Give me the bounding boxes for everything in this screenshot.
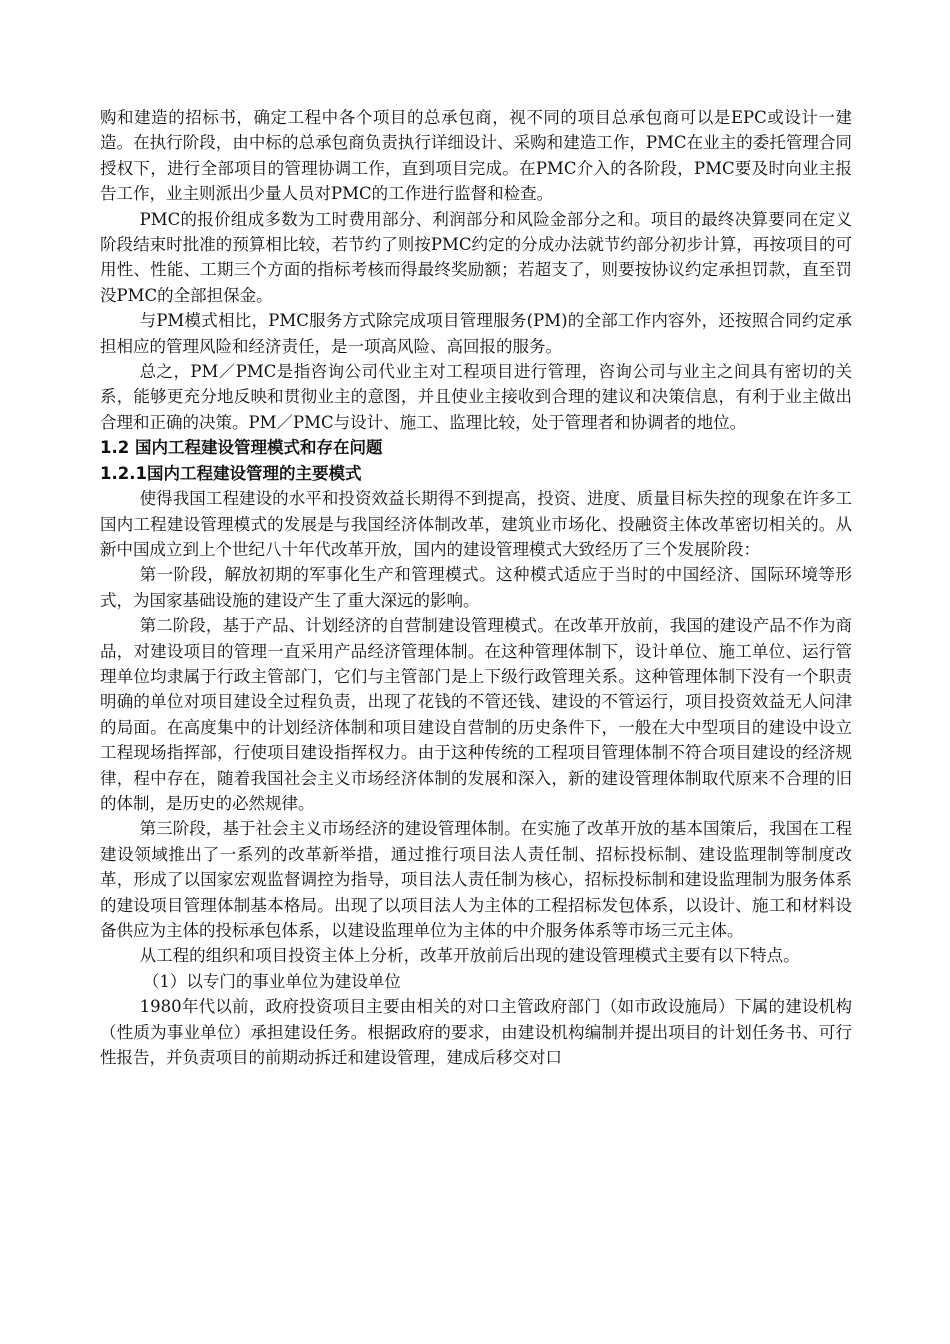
paragraph: 1980年代以前，政府投资项目主要由相关的对口主管政府部门（如市政设施局）下属的建设机构（性质为事业单位）承担建设任务。根据政府的要求，由建设机构编制并提出项目的计划任务书、可行性报告，并负责项目的前期动拆迁和建设管理，建成后移交对口	[100, 997, 852, 1068]
paragraph: 第三阶段，基于社会主义市场经济的建设管理体制。在实施了改革开放的基本国策后，我国在工程建设领域推出了一系列的改革新举措，通过推行项目法人责任制、招标投标制、建设监理制等制度改革，形成了以国家宏观监督调控为指导，项目法人责任制为核心，招标投标制和建设监理制为服务体系的建设项目管理体制基本格局。出现了以项目法人为主体的工程招标发包体系，以设计、施工和材料设备供应为主体的投标承包体系，以建设监理单位为主体的中介服务体系等市场三元主体。	[100, 819, 852, 940]
paragraph: 第二阶段，基于产品、计划经济的自营制建设管理模式。在改革开放前，我国的建设产品不作为商品，对建设项目的管理一直采用产品经济管理体制。在这种管理体制下，设计单位、施工单位、运行管理单位均隶属于行政主管部门，它们与主管部门是上下级行政管理关系。这种管理体制下没有一个职责明确的单位对项目建设全过程负责，出现了花钱的不管还钱、建设的不管运行，项目投资效益无人问津的局面。在高度集中的计划经济体制和项目建设自营制的历史条件下，一般在大中型项目的建设中设立工程现场指挥部，行使项目建设指挥权力。由于这种传统的工程项目管理体制不符合项目建设的经济规律，程中存在，随着我国社会主义市场经济体制的发展和深入，新的建设管理体制取代原来不合理的旧的体制，是历史的必然规律。	[100, 616, 852, 813]
paragraph: PMC的报价组成多数为工时费用部分、利润部分和风险金部分之和。项目的最终决算要同在定义阶段结束时批准的预算相比较，若节约了则按PMC约定的分成办法就节约部分初步计算，再按项目的可用性、性能、工期三个方面的指标考核而得最终奖励额；若超支了，则要按协议约定承担罚款，直至罚没PMC的全部担保金。	[100, 209, 852, 305]
paragraph: 与PM模式相比，PMC服务方式除完成项目管理服务(PM)的全部工作内容外，还按照合同约定承担相应的管理风险和经济责任，是一项高风险、高回报的服务。	[100, 311, 852, 356]
list-item: （1）以专门的事业单位为建设单位	[142, 971, 401, 991]
section-heading: 1.2 国内工程建设管理模式和存在问题	[100, 438, 383, 458]
subsection-heading: 1.2.1国内工程建设管理的主要模式	[100, 463, 362, 483]
paragraph: 总之，PM／PMC是指咨询公司代业主对工程项目进行管理，咨询公司与业主之间具有密切的关系，能够更充分地反映和贯彻业主的意图，并且使业主接收到合理的建议和决策信息，有利于业主做出合理和正确的决策。PM／PMC与设计、施工、监理比较，处于管理者和协调者的地位。	[100, 362, 852, 432]
paragraph: 第一阶段，解放初期的军事化生产和管理模式。这种模式适应于当时的中国经济、国际环境等形式，为国家基础设施的建设产生了重大深远的影响。	[100, 565, 852, 610]
document-page	[100, 105, 852, 1070]
paragraph: 使得我国工程建设的水平和投资效益长期得不到提高，投资、进度、质量目标失控的现象在许多工国内工程建设管理模式的发展是与我国经济体制改革，建筑业市场化、投融资主体改革密切相关的。从新中国成立到上个世纪八十年代改革开放，国内的建设管理模式大致经历了三个发展阶段：	[100, 489, 852, 559]
paragraph: 购和建造的招标书，确定工程中各个项目的总承包商，视不同的项目总承包商可以是EPC或设计一建造。在执行阶段，由中标的总承包商负责执行详细设计、采购和建造工作，PMC在业主的委托管理合同授权下，进行全部项目的管理协调工作，直到项目完成。在PMC介入的各阶段，PMC要及时向业主报告工作，业主则派出少量人员对PMC的工作进行监督和检查。	[100, 108, 852, 204]
paragraph: 从工程的组织和项目投资主体上分析，改革开放前后出现的建设管理模式主要有以下特点。	[139, 946, 800, 966]
